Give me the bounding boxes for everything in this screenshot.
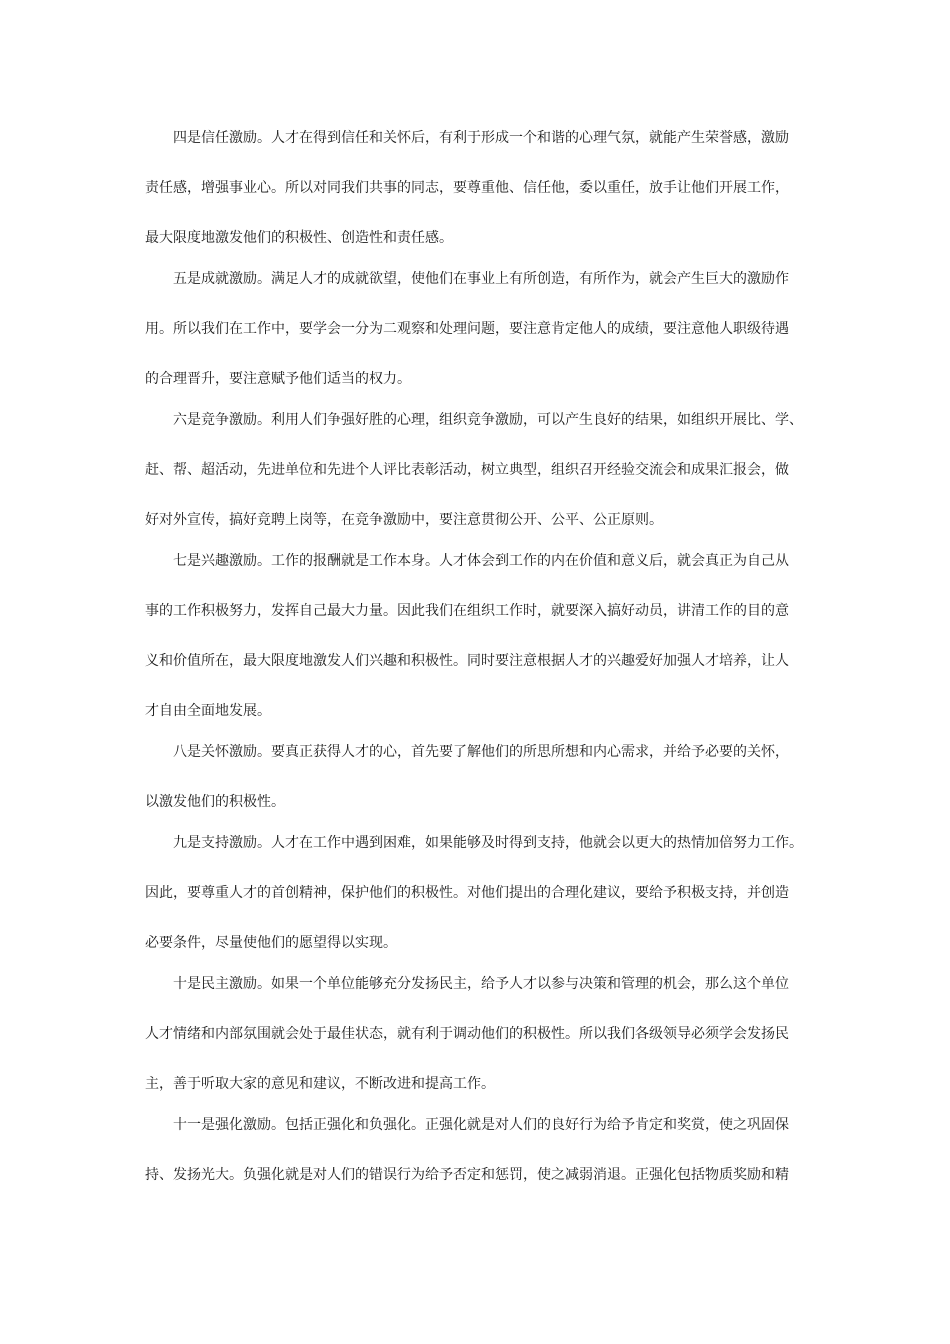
paragraph-5-line-1: 八是关怀激励。要真正获得人才的心，首先要了解他们的所思所想和内心需求，并给予必要的关怀，	[173, 744, 789, 760]
paragraph-2-line-3: 的合理晋升，要注意赋予他们适当的权力。	[145, 371, 411, 387]
paragraph-6-line-2: 因此，要尊重人才的首创精神，保护他们的积极性。对他们提出的合理化建议，要给予积极支持，并创造	[145, 885, 789, 901]
paragraph-3-line-1: 六是竞争激励。利用人们争强好胜的心理，组织竞争激励，可以产生良好的结果，如组织开展比、学、	[173, 412, 803, 428]
paragraph-6-line-3: 必要条件，尽量使他们的愿望得以实现。	[145, 935, 397, 951]
paragraph-4-line-1: 七是兴趣激励。工作的报酬就是工作本身。人才体会到工作的内在价值和意义后，就会真正为自己从	[173, 553, 789, 569]
paragraph-2-line-1: 五是成就激励。满足人才的成就欲望，使他们在事业上有所创造，有所作为，就会产生巨大的激励作	[173, 271, 789, 287]
paragraph-4-line-3: 义和价值所在，最大限度地激发人们兴趣和积极性。同时要注意根据人才的兴趣爱好加强人才培养，让人	[145, 653, 789, 669]
paragraph-7-line-2: 人才情绪和内部氛围就会处于最佳状态，就有利于调动他们的积极性。所以我们各级领导必须学会发扬民	[145, 1026, 789, 1042]
paragraph-6-line-1: 九是支持激励。人才在工作中遇到困难，如果能够及时得到支持，他就会以更大的热情加倍努力工作。	[173, 835, 803, 851]
paragraph-8-line-2: 持、发扬光大。负强化就是对人们的错误行为给予否定和惩罚，使之减弱消退。正强化包括物质奖励和精	[145, 1167, 789, 1183]
paragraph-2-line-2: 用。所以我们在工作中，要学会一分为二观察和处理问题，要注意肯定他人的成绩，要注意他人职级待遇	[145, 321, 789, 337]
paragraph-7-line-3: 主，善于听取大家的意见和建议，不断改进和提高工作。	[145, 1076, 495, 1092]
paragraph-4-line-4: 才自由全面地发展。	[145, 703, 271, 719]
paragraph-8-line-1: 十一是强化激励。包括正强化和负强化。正强化就是对人们的良好行为给予肯定和奖赏，使之巩固保	[173, 1117, 789, 1133]
paragraph-7-line-1: 十是民主激励。如果一个单位能够充分发扬民主，给予人才以参与决策和管理的机会，那么这个单位	[173, 976, 789, 992]
paragraph-3-line-2: 赶、帮、超活动，先进单位和先进个人评比表彰活动，树立典型，组织召开经验交流会和成果汇报会，做	[145, 462, 789, 478]
paragraph-1-line-2: 责任感，增强事业心。所以对同我们共事的同志，要尊重他、信任他，委以重任，放手让他们开展工作，	[145, 180, 789, 196]
paragraph-1-line-3: 最大限度地激发他们的积极性、创造性和责任感。	[145, 230, 453, 246]
paragraph-5-line-2: 以激发他们的积极性。	[145, 794, 285, 810]
paragraph-4-line-2: 事的工作积极努力，发挥自己最大力量。因此我们在组织工作时，就要深入搞好动员，讲清工作的目的意	[145, 603, 789, 619]
paragraph-1-line-1: 四是信任激励。人才在得到信任和关怀后，有利于形成一个和谐的心理气氛，就能产生荣誉感，激励	[173, 130, 789, 146]
paragraph-3-line-3: 好对外宣传，搞好竞聘上岗等，在竞争激励中，要注意贯彻公开、公平、公正原则。	[145, 512, 663, 528]
